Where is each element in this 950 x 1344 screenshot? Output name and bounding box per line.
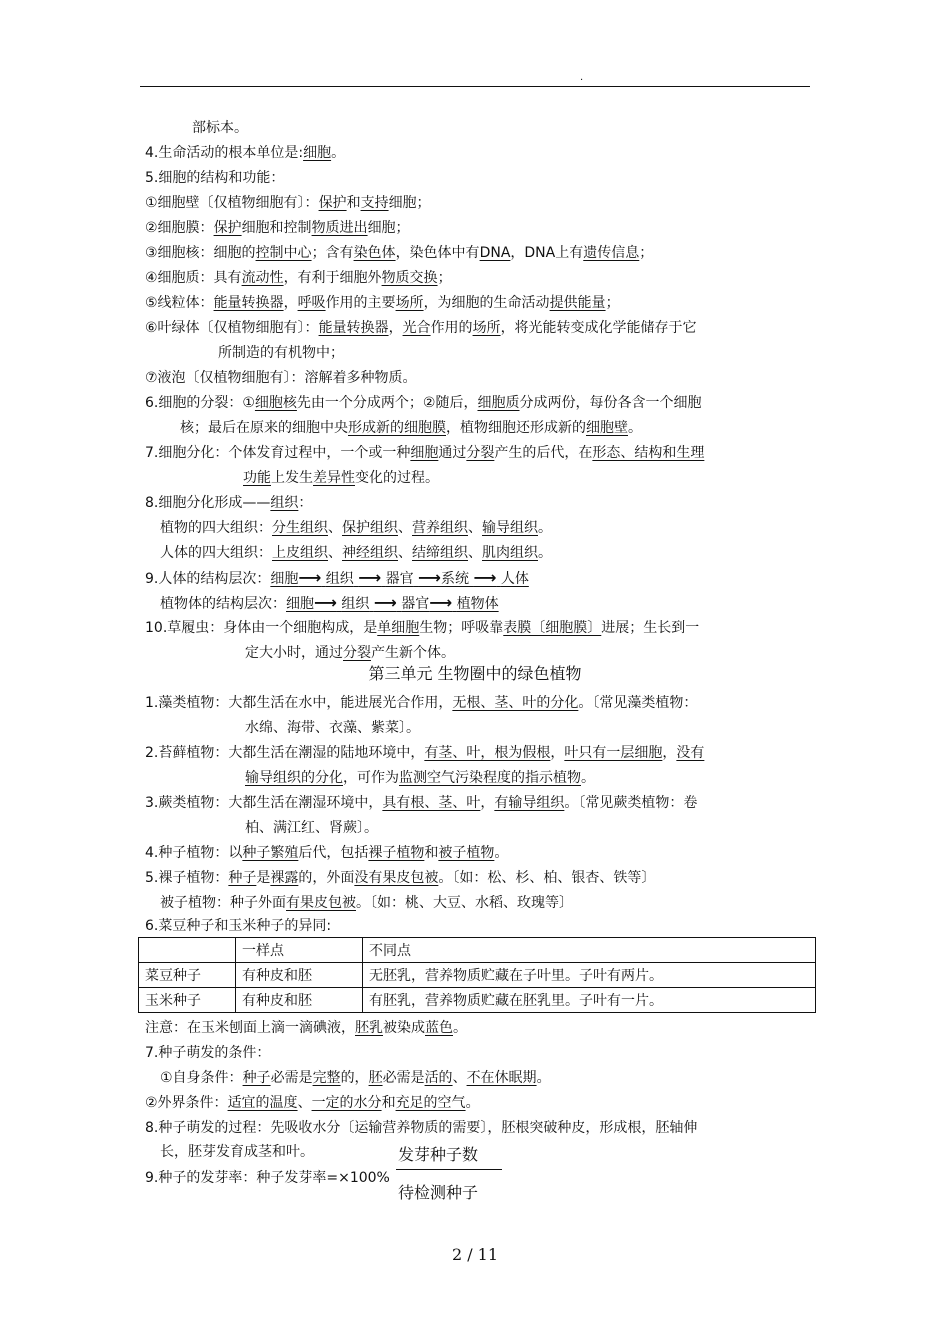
text-line: 4.生命活动的根本单位是:细胞。 [145,145,346,161]
text-line: ④细胞质：具有流动性，有利于细胞外物质交换； [145,270,452,286]
formula-fraction-bar [396,1169,502,1170]
text-line: ⑤线粒体：能量转换器，呼吸作用的主要场所，为细胞的生命活动提供能量； [145,295,620,311]
text-line: 7.种子萌发的条件： [145,1045,271,1061]
header-mark: . [580,72,584,83]
text-line: 定大小时，通过分裂产生新个体。 [245,645,455,661]
table-row [139,963,816,988]
table-cell: 玉米种子 [139,988,236,1013]
text-line: 被子植物：种子外面有果皮包被。〔如：桃、大豆、水稻、玫瑰等〕 [160,895,573,911]
text-line: 所制造的有机物中； [218,345,344,361]
text-line: 5.细胞的结构和功能： [145,170,285,186]
text-line: 植物的四大组织：分生组织、保护组织、营养组织、输导组织。 [160,520,552,536]
table-cell: 一样点 [236,938,363,963]
text-line: 2.苔藓植物：大都生活在潮湿的陆地环境中，有茎、叶，根为假根，叶只有一层细胞，没有 [145,745,705,761]
text-line: 5.裸子植物：种子是裸露的，外面没有果皮包被。〔如：松、杉、柏、银杏、铁等〕 [145,870,656,886]
arrow-icon: ⟶ [473,568,497,587]
table-row [139,988,816,1013]
table-header-row [139,938,816,963]
text-line: 人体的四大组织：上皮组织、神经组织、结缔组织、肌肉组织。 [160,545,552,561]
text-line: ③细胞核：细胞的控制中心；含有染色体，染色体中有DNA，DNA上有遗传信息； [145,245,654,261]
table-cell [139,938,236,963]
arrow-icon: ⟶ [429,593,453,612]
table-cell: 菜豆种子 [139,963,236,988]
text-line: 功能上发生差异性变化的过程。 [243,470,439,486]
formula-denominator: 待检测种子 [398,1183,479,1202]
text-line: 部标本。 [192,120,248,136]
text-line: 10.草履虫：身体由一个细胞构成，是单细胞生物；呼吸靠表膜〔细胞膜〕进展；生长到一 [145,620,700,636]
text-line: 3.蕨类植物：大都生活在潮湿环境中，具有根、茎、叶，有输导组织。〔常见蕨类植物：卷 [145,795,698,811]
text-line: 1.藻类植物：大都生活在水中，能进展光合作用，无根、茎、叶的分化。〔常见藻类植物： [145,695,698,711]
text-line: 9.种子的发芽率：种子发芽率=×100% [145,1170,390,1186]
text-line: 植物体的结构层次：细胞⟶ 组织 ⟶ 器官⟶ 植物体 [160,593,499,612]
text-line: 柏、满江红、肾蕨〕。 [245,820,378,836]
table-cell: 有种皮和胚 [236,988,363,1013]
text-line: 注意：在玉米刨面上滴一滴碘液，胚乳被染成蓝色。 [145,1020,467,1036]
arrow-icon: ⟶ [314,593,337,612]
text-line: ⑥叶绿体〔仅植物细胞有〕：能量转换器，光合作用的场所，将光能转变成化学能储存于它 [145,320,697,336]
text-line: 输导组织的分化，可作为监测空气污染程度的指示植物。 [245,770,595,786]
text-line: ①细胞壁〔仅植物细胞有〕：保护和支持细胞； [145,195,431,211]
page-number: 2 / 11 [451,1245,499,1264]
text-line: ②细胞膜：保护细胞和控制物质进出细胞； [145,220,410,236]
table-cell: 不同点 [363,938,816,963]
seed-comparison-table [138,937,816,1013]
text-line: ②外界条件：适宜的温度、一定的水分和充足的空气。 [145,1095,480,1111]
text-line: ⑦液泡〔仅植物细胞有〕：溶解着多种物质。 [145,370,417,386]
section-heading: 第三单元 生物圈中的绿色植物 [368,664,582,683]
text-line: 4.种子植物：以种子繁殖后代，包括裸子植物和被子植物。 [145,845,509,861]
header-rule [140,86,810,87]
text-line: 6.细胞的分裂：①细胞核先由一个分成两个；②随后，细胞质分成两份，每份各含一个细胞 [145,395,702,411]
arrow-icon: ⟶ [418,568,441,587]
text-line: 8.种子萌发的过程：先吸收水分〔运输营养物质的需要〕，胚根突破种皮，形成根，胚轴伸 [145,1120,698,1136]
text-line: ①自身条件：种子必需是完整的，胚必需是活的、不在休眠期。 [160,1070,551,1086]
table-cell: 无胚乳，营养物质贮藏在子叶里。子叶有两片。 [363,963,816,988]
arrow-icon: ⟶ [358,568,382,587]
text-line: 长，胚芽发育成茎和叶。 [160,1144,314,1160]
text-line: 核；最后在原来的细胞中央形成新的细胞膜，植物细胞还形成新的细胞壁。 [180,420,642,436]
arrow-icon: ⟶ [298,568,322,587]
text-line: 6.菜豆种子和玉米种子的异同: [145,918,332,934]
table-cell: 有种皮和胚 [236,963,363,988]
text-line: 水绵、海带、衣藻、紫菜〕。 [245,720,420,736]
text-line: 7.细胞分化：个体发育过程中，一个或一种细胞通过分裂产生的后代，在形态、结构和生理 [145,445,705,461]
text-line: 9.人体的结构层次：细胞⟶ 组织 ⟶ 器官 ⟶系统 ⟶ 人体 [145,568,529,587]
formula-numerator: 发芽种子数 [398,1145,479,1164]
table-cell: 有胚乳，营养物质贮藏在胚乳里。子叶有一片。 [363,988,816,1013]
text-line: 8.细胞分化形成——组织： [145,495,313,511]
arrow-icon: ⟶ [373,593,397,612]
